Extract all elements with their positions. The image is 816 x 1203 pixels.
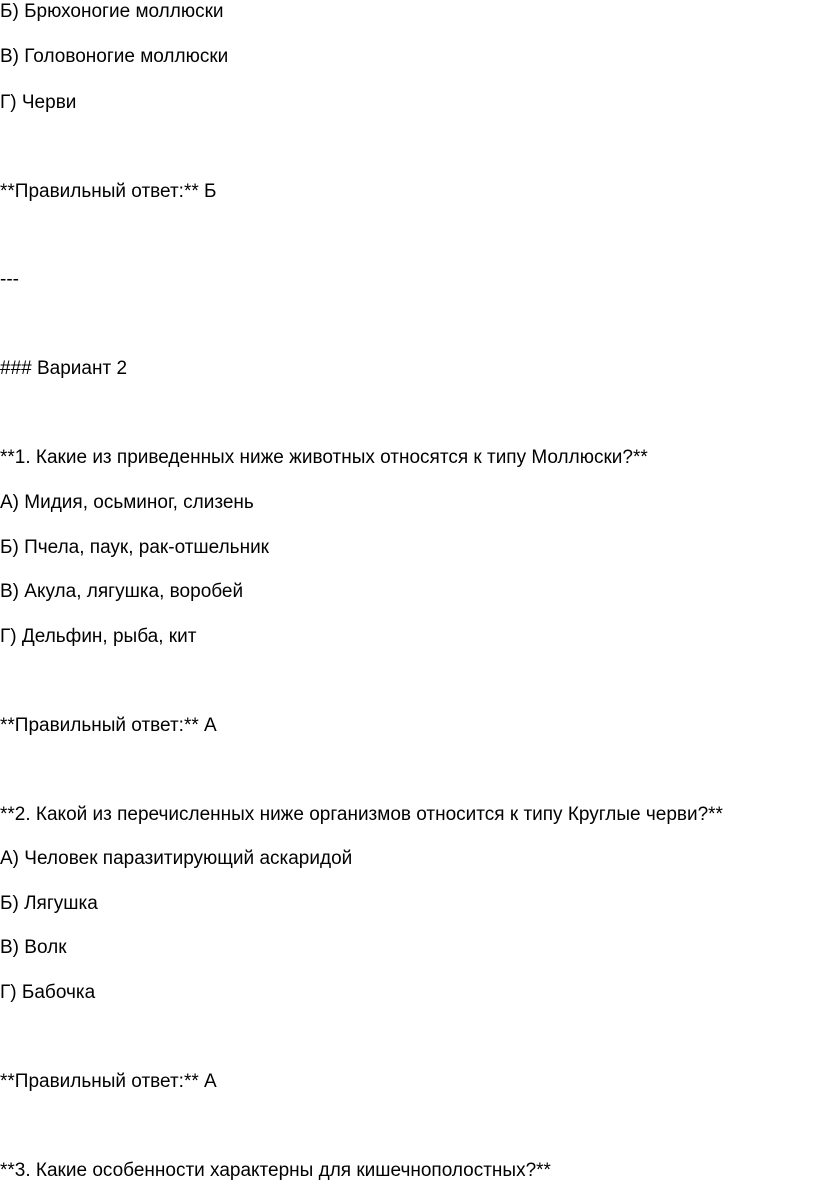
correct-answer-previous: **Правильный ответ:** Б [0, 181, 217, 202]
question-1: **1. Какие из приведенных ниже животных относятся к типу Моллюски?** [0, 447, 648, 468]
question-2-option-b: Б) Лягушка [0, 893, 98, 914]
question-2-correct-answer: **Правильный ответ:** А [0, 1071, 217, 1092]
question-1-correct-answer: **Правильный ответ:** А [0, 715, 217, 736]
question-1-option-v: В) Акула, лягушка, воробей [0, 581, 244, 602]
answer-option-g-worms: Г) Черви [0, 92, 77, 113]
horizontal-rule-text: --- [0, 269, 19, 290]
question-1-option-b: Б) Пчела, паук, рак-отшельник [0, 537, 269, 558]
answer-option-b-gastropods: Б) Брюхоногие моллюски [0, 1, 224, 22]
question-2-option-g: Г) Бабочка [0, 982, 96, 1003]
answer-option-v-cephalopods: В) Головоногие моллюски [0, 46, 229, 67]
question-2-option-a: А) Человек паразитирующий аскаридой [0, 848, 353, 869]
question-2-option-v: В) Волк [0, 937, 67, 958]
question-1-option-g: Г) Дельфин, рыба, кит [0, 626, 197, 647]
variant-heading: ### Вариант 2 [0, 358, 128, 379]
question-3: **3. Какие особенности характерны для кишечнополостных?** [0, 1160, 551, 1181]
question-1-option-a: А) Мидия, осьминог, слизень [0, 492, 254, 513]
question-2: **2. Какой из перечисленных ниже организмов относится к типу Круглые черви?** [0, 804, 723, 825]
